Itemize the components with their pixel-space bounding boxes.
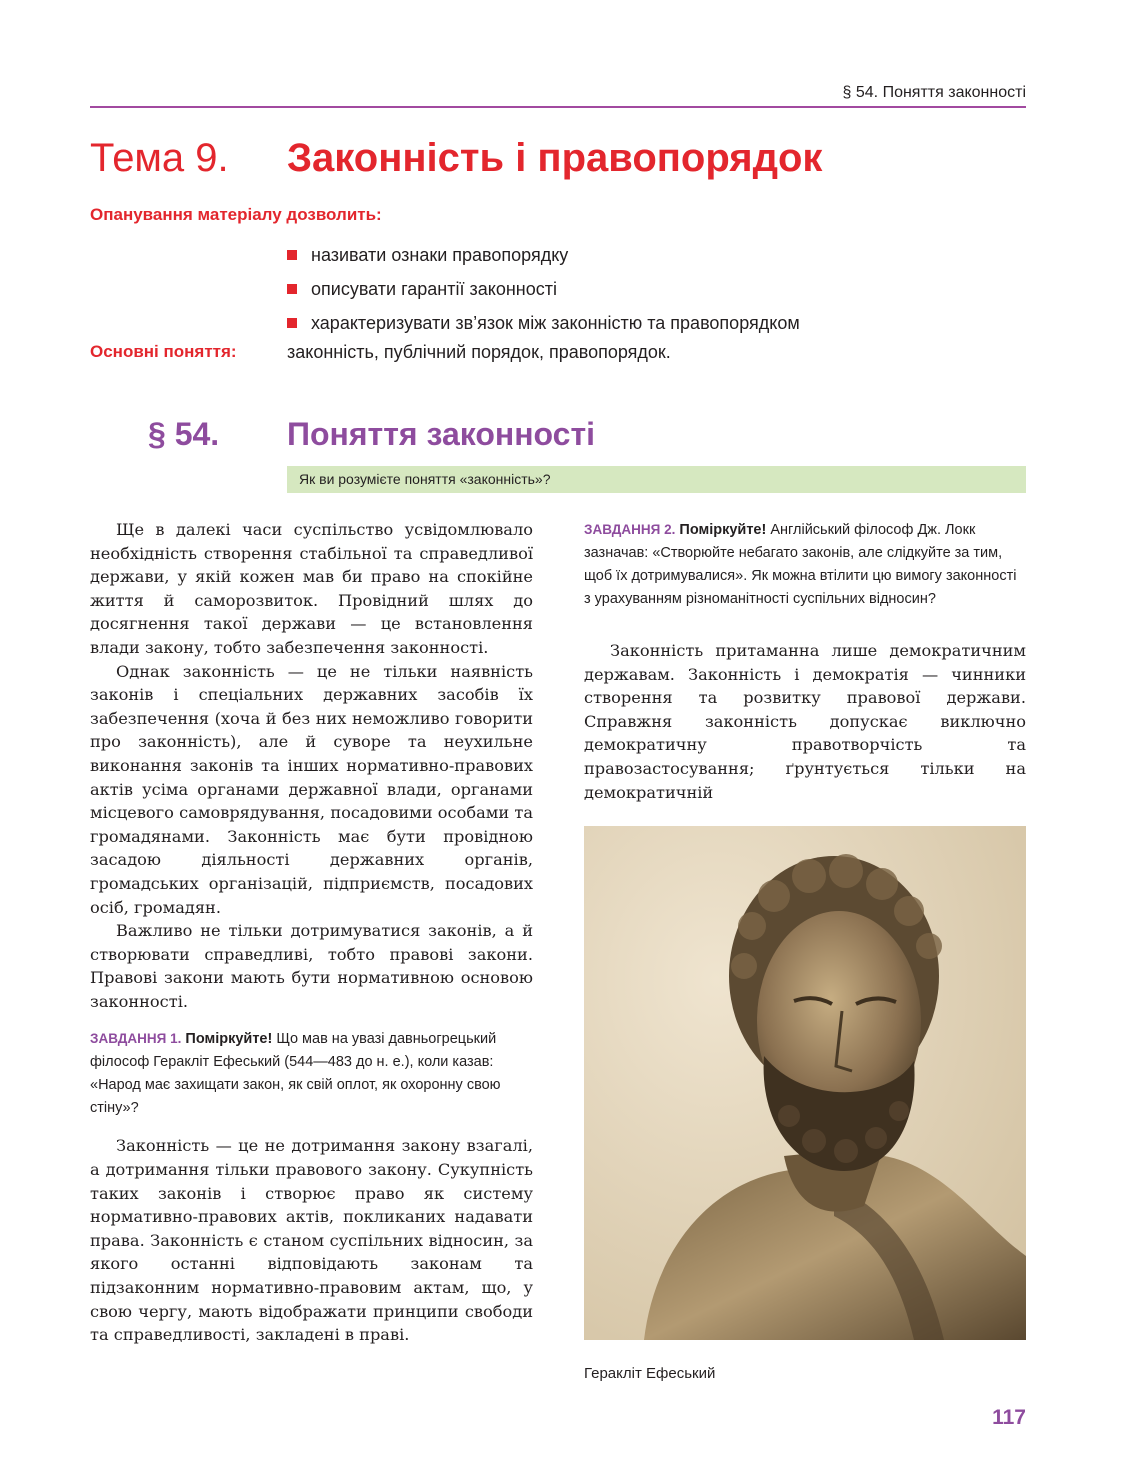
task-verb: Поміркуйте!	[185, 1031, 273, 1048]
running-head: § 54. Поняття законності	[842, 84, 1026, 101]
outcome-item	[287, 272, 800, 306]
page-number: 117	[992, 1406, 1026, 1429]
square-bullet-icon	[287, 284, 297, 294]
section-title: Поняття законності	[287, 416, 596, 452]
paragraph: Однак законність — це не тільки наявність законів і спеціальних державних засобів їх забезпечення (хоча й без них неможливо говорити про законність), але й суворе та неухильне виконання законів та інших нормативно-правових актів усіма органами державної влади, органами місцевого самоврядування, посадовими особами та громадянами. Законність має бути провідною засадою діяльності державних органів, громадських організацій, підприємств, посадових осіб, громадян.	[90, 661, 533, 917]
square-bullet-icon	[287, 250, 297, 260]
section-number: § 54.	[148, 416, 220, 452]
figure-caption: Геракліт Ефеський	[584, 1365, 716, 1382]
task-label: ЗАВДАННЯ 2.	[584, 522, 676, 537]
task-text: Англійський філософ Дж. Локк зазначав: «Створюйте небагато законів, але слідкуйте за тим, щоб їх дотримувалися». Як можна втілити цю вимогу законності з урахуванням різноманітності суспільних відносин?	[584, 522, 1017, 607]
outcome-text: характеризувати зв’язок між законністю та правопорядком	[311, 313, 800, 333]
task-text: Що мав на увазі давньогрецький філософ Геракліт Ефеський (544—483 до н. е.), коли казав: «Народ має захищати закон, як свій оплот, як охоронну свою стіну»?	[90, 1031, 501, 1117]
square-bullet-icon	[287, 318, 297, 328]
heraclitus-bust-image	[584, 826, 1026, 1340]
task-2	[584, 518, 1026, 611]
header-rule	[90, 106, 1026, 108]
concepts-value: законність, публічний порядок, правопорядок.	[287, 342, 671, 362]
outcomes-list	[287, 238, 800, 340]
outcome-item	[287, 238, 800, 272]
outcome-text: називати ознаки правопорядку	[311, 245, 569, 265]
paragraph: Важливо не тільки дотримуватися законів, а й створювати справедливі, тобто правові закони. Правові закони мають бути нормативною основою законності.	[90, 921, 533, 1011]
outcome-item	[287, 306, 800, 340]
task-verb: Поміркуйте!	[679, 522, 767, 538]
paragraph: Законність притаманна лише демократичним державам. Законність і демократія — чинники створення та розвитку правової держави. Справжня законність допускає виключно демократичну правотворчість та правозастосування; ґрунтується тільки на демократичній	[584, 641, 1026, 802]
topic-title: Законність і правопорядок	[287, 136, 823, 180]
outcome-text: описувати гарантії законності	[311, 279, 557, 299]
right-column	[584, 518, 1026, 804]
section-question: Як ви розумієте поняття «законність»?	[287, 466, 1026, 493]
paragraph: Ще в далекі часи суспільство усвідомлювало необхідність створення стабільної та справедливої держави, у якій кожен мав би право на спокійне життя й саморозвиток. Провідний шлях до досягнення такої держави — це встановлення влади закону, тобто забезпечення законності.	[90, 520, 533, 657]
concepts-label: Основні поняття:	[90, 342, 237, 361]
paragraph: Законність — це не дотримання закону взагалі, а дотримання тільки правового закону. Сукупність таких законів і створює право як систему нормативно-правових актів, покликаних надавати права. Законність є станом суспільних відносин, за якого останні відповідають законам та підзаконним нормативно-правовим актам, що, у свою чергу, мають відображати принципи свободи та справедливості, закладені в праві.	[90, 1136, 533, 1345]
topic-label: Тема 9.	[90, 136, 229, 180]
outcomes-intro: Опанування матеріалу дозволить:	[90, 205, 382, 224]
task-1	[90, 1027, 533, 1120]
left-column	[90, 518, 533, 1347]
task-label: ЗАВДАННЯ 1.	[90, 1031, 182, 1047]
